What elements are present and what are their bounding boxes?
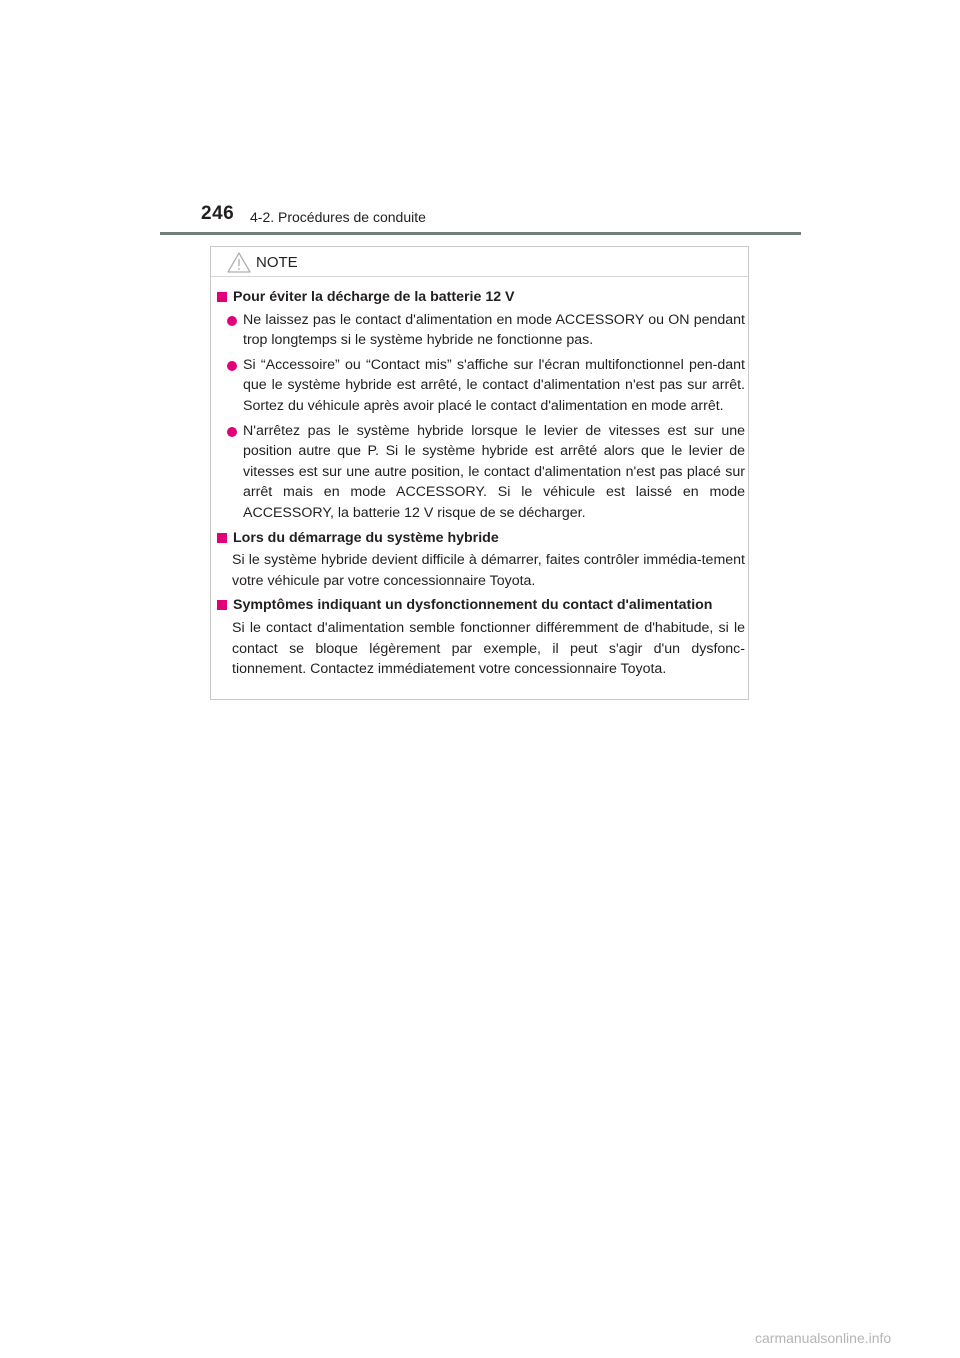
page-number: 246 <box>201 203 235 224</box>
section-heading <box>217 287 745 308</box>
list-item <box>217 355 745 417</box>
note-box <box>210 246 749 700</box>
square-bullet-icon <box>217 292 227 302</box>
section-paragraph: Si le contact d'alimentation semble fonctionner différemment de d'habitude, si le contact se bloque légèrement par exemple, il peut s'agir d'un dysfonc-tionnement. Contactez immédiatement votre concessionnaire Toyota. <box>232 619 745 678</box>
section-heading <box>217 595 745 616</box>
page-header <box>0 0 960 240</box>
list-item-text: Ne laissez pas le contact d'alimentation en mode ACCESSORY ou ON pendant trop longtemps si le système hybride ne fonctionne pas. <box>243 311 745 349</box>
note-label: NOTE <box>256 254 298 271</box>
note-header <box>211 247 748 277</box>
section-heading-text: Pour éviter la décharge de la batterie 12 V <box>233 289 515 305</box>
list-item-text: N'arrêtez pas le système hybride lorsque le levier de vitesses est sur une position autre que P. Si le système hybride est arrêté alors que le levier de vitesses est sur une autre position, le contact d'alimentation n'est pas placé sur arrêt mais en mode ACCESSORY. Si le véhicule est laissé en mode ACCESSORY, la batterie 12 V risque de se décharger. <box>243 422 745 521</box>
section-title: 4-2. Procédures de conduite <box>250 209 426 225</box>
list-item <box>217 421 745 524</box>
note-body <box>217 287 745 684</box>
section-paragraph: Si le système hybride devient difficile à démarrer, faites contrôler immédia-tement votre véhicule par votre concessionnaire Toyota. <box>232 552 745 589</box>
section-heading <box>217 528 745 549</box>
warning-triangle-icon <box>227 252 251 273</box>
square-bullet-icon <box>217 600 227 610</box>
section-heading-text: Symptômes indiquant un dysfonctionnement du contact d'alimentation <box>233 597 713 614</box>
square-bullet-icon <box>217 533 227 543</box>
header-rule <box>160 232 801 235</box>
list-item-text: Si “Accessoire” ou “Contact mis” s'affiche sur l'écran multifonctionnel pen-dant que le système hybride est arrêté, le contact d'alimentation n'est pas sur arrêt. Sortez du véhicule après avoir placé le contact d'alimentation en mode arrêt. <box>243 356 745 414</box>
round-bullet-icon <box>227 361 237 371</box>
section-heading-text: Lors du démarrage du système hybride <box>233 529 499 546</box>
round-bullet-icon <box>227 316 237 326</box>
watermark: carmanualsonline.info <box>755 1330 892 1346</box>
list-item <box>217 310 745 351</box>
round-bullet-icon <box>227 427 237 437</box>
